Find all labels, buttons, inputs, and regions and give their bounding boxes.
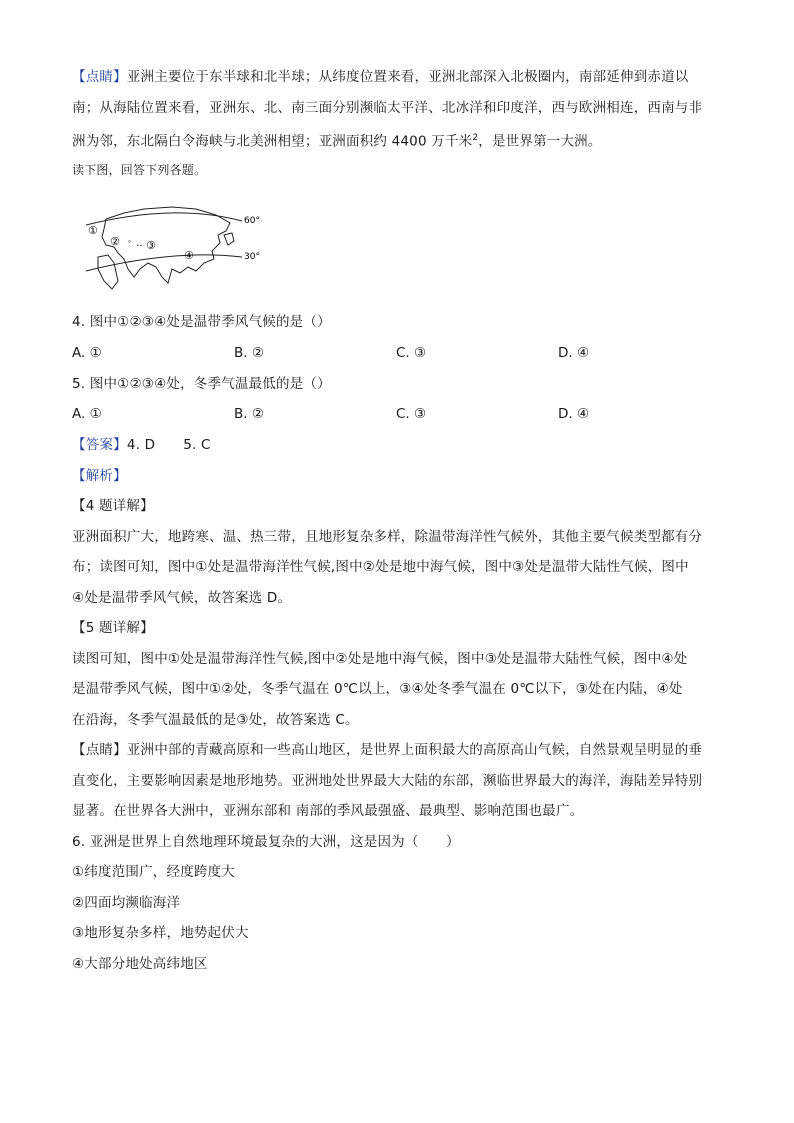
q5-option-b: B. ② xyxy=(234,406,264,422)
q5-stem: 5. 图中①②③④处，冬季气温最低的是（） xyxy=(72,375,331,392)
map-marker-2: ② xyxy=(110,235,120,248)
d4-tag: 【4 题详解】 xyxy=(72,498,154,514)
tip1-superscript: 2 xyxy=(472,133,479,143)
tip1-tag: 【点睛】 xyxy=(72,69,127,85)
answer-tag: 【答案】 xyxy=(72,437,127,453)
tip1-line2: 南；从海陆位置来看，亚洲东、北、南三面分别濒临太平洋、北冰洋和印度洋，西与欧洲相连，西南与非 xyxy=(72,99,703,116)
latitude-30-label: 30° xyxy=(244,252,260,262)
q4-option-b: B. ② xyxy=(234,344,264,361)
tip1-line1: 亚洲主要位于东半球和北半球；从纬度位置来看，亚洲北部深入北极圈内，南部延伸到赤道以 xyxy=(126,69,689,85)
q6-item-2: ②四面均濒临海洋 xyxy=(72,894,181,911)
d4-line2: 布；读图可知，图中①处是温带海洋性气候,图中②处是地中海气候，图中③处是温带大陆性气候，图中 xyxy=(72,559,689,575)
q6-stem: 6. 亚洲是世界上自然地理环境最复杂的大洲，这是因为（ ） xyxy=(72,833,460,850)
analysis-tag: 【解析】 xyxy=(72,467,127,484)
q6-item-3: ③地形复杂多样，地势起伏大 xyxy=(72,925,249,941)
map-marker-3: ③ xyxy=(146,239,156,252)
eurasia-outline xyxy=(102,207,230,283)
d5-line3: 在沿海，冬季气温最低的是③处，故答案选 C。 xyxy=(72,711,359,728)
tip2-line2: 直变化，主要影响因素是地形地势。亚洲地处世界最大大陆的东部，濒临世界最大的海洋，海陆差异特别 xyxy=(72,772,703,789)
q5-options xyxy=(72,399,722,430)
answer-5: 5. C xyxy=(183,437,211,453)
tip1-line3-text: 洲为邻，东北隔白令海峡与北美洲相望；亚洲面积约 4400 万千米 xyxy=(72,133,473,150)
d5-line2: 是温带季风气候，图中①②处，冬季气温在 0℃以上，③④处冬季气温在 0℃以下，③处在内陆，④处 xyxy=(72,681,683,697)
tip2-tag: 【点睛】 xyxy=(72,742,127,758)
q6-item-4: ④大部分地处高纬地区 xyxy=(72,955,208,972)
q4-options xyxy=(72,338,722,369)
document-page xyxy=(72,62,722,979)
tip1-line3-end: ，是世界第一大洲。 xyxy=(478,133,602,150)
q5-option-c: C. ③ xyxy=(396,406,427,422)
africa-outline xyxy=(98,255,118,289)
map-marker-4: ④ xyxy=(184,249,194,262)
asia-map-figure xyxy=(84,197,274,293)
latitude-60-line xyxy=(86,213,242,225)
instruction-text: 读下图，回答下列各题。 xyxy=(72,163,207,177)
latitude-60-label: 60° xyxy=(244,216,260,226)
tip1-line3 xyxy=(72,123,722,157)
d5-line1: 读图可知，图中①处是温带海洋性气候,图中②处是地中海气候，图中③处是温带大陆性气候，图中④处 xyxy=(72,650,688,667)
tip2-line3: 显著。在世界各大洲中，亚洲东部和 南部的季风最强盛、最典型、影响范围也最广。 xyxy=(72,803,584,819)
answer-4: 4. D xyxy=(126,437,156,453)
q5-option-d: D. ④ xyxy=(558,406,590,422)
tip1-paragraph xyxy=(72,62,722,93)
map-marker-1: ① xyxy=(88,224,98,237)
d4-line1: 亚洲面积广大，地跨寒、温、热三带，且地形复杂多样，除温带海洋性气候外，其他主要气候类型都有分 xyxy=(72,528,703,545)
q4-option-a: A. ① xyxy=(72,344,102,361)
d4-line3: ④处是温带季风气候，故答案选 D。 xyxy=(72,589,292,606)
q5-option-a: A. ① xyxy=(72,406,102,422)
japan-outline xyxy=(224,233,234,245)
q4-option-d: D. ④ xyxy=(558,344,590,361)
q4-stem: 4. 图中①②③④处是温带季风气候的是（） xyxy=(72,314,331,330)
q4-option-c: C. ③ xyxy=(396,344,427,361)
q6-item-1: ①纬度范围广，经度跨度大 xyxy=(72,864,236,880)
answer-line xyxy=(72,430,722,461)
map-dots: ﾟ ·· xyxy=(128,241,143,252)
tip2-paragraph xyxy=(72,735,722,766)
tip2-line1: 亚洲中部的青藏高原和一些高山地区，是世界上面积最大的高原高山气候，自然景观呈明显的垂 xyxy=(126,742,703,758)
d5-tag: 【5 题详解】 xyxy=(72,620,154,636)
